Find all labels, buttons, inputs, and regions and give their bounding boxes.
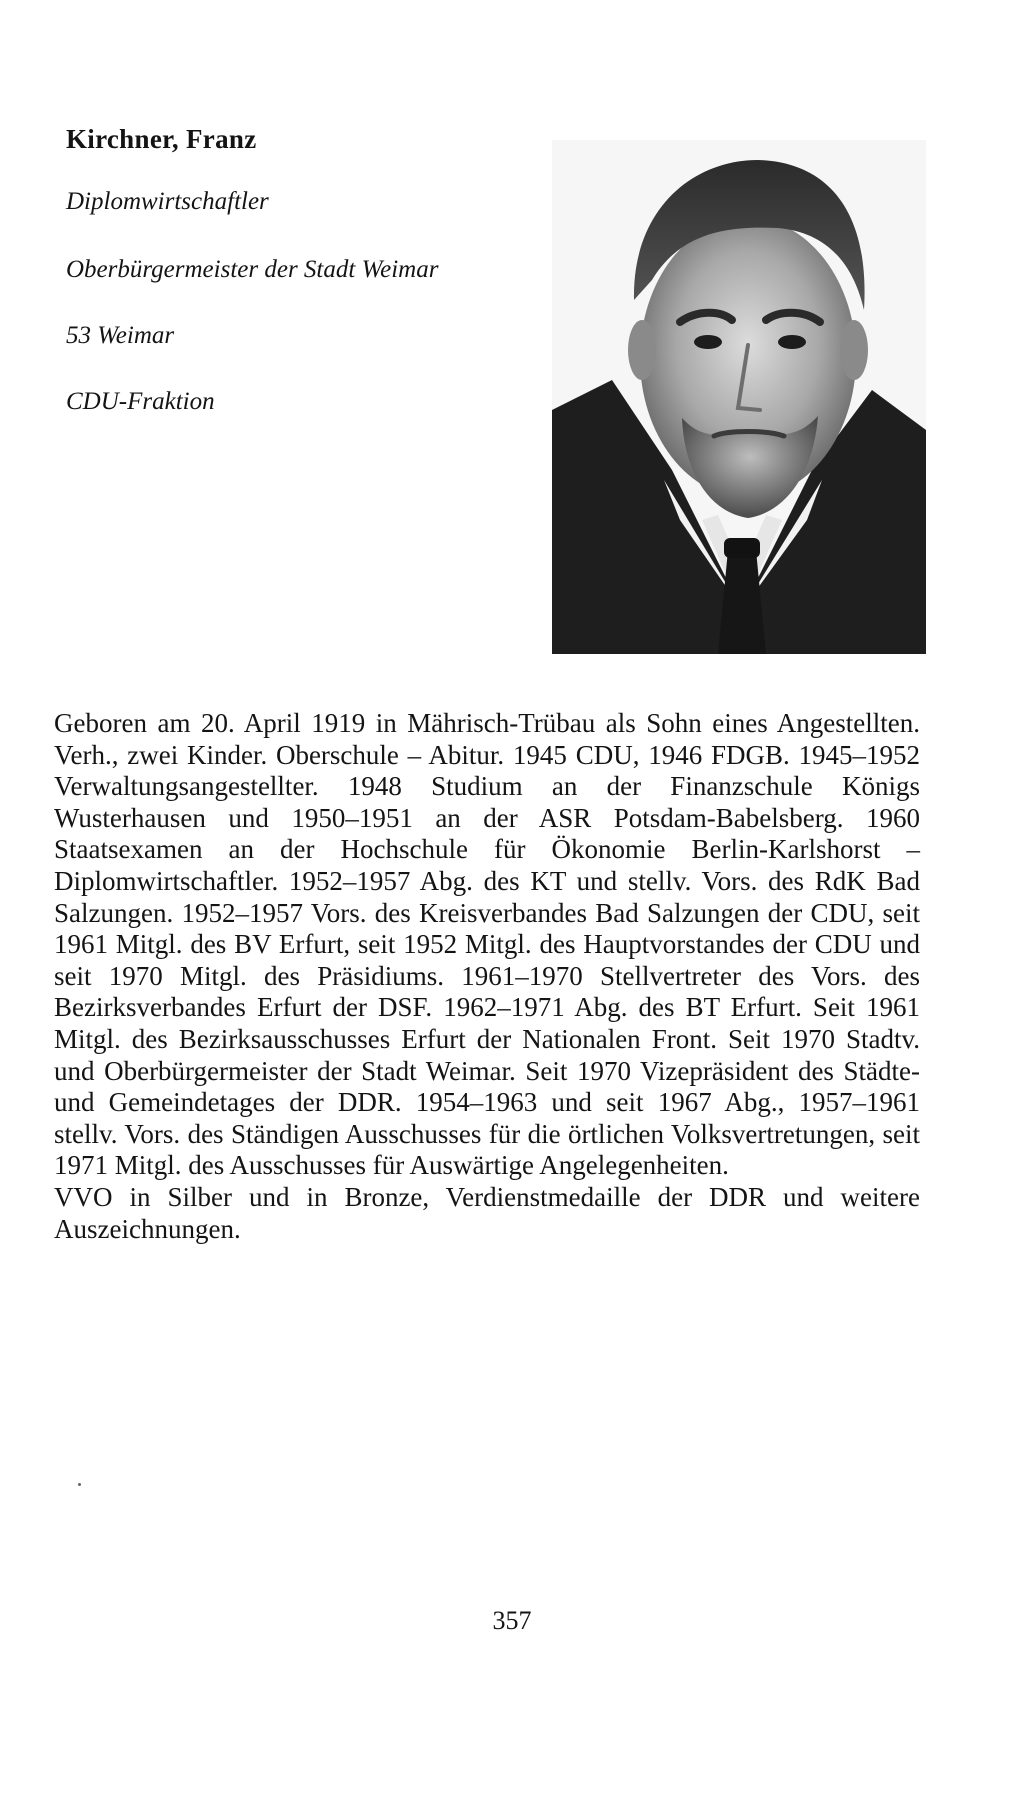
left-ear [628, 320, 656, 380]
parliamentary-faction: CDU-Fraktion [66, 388, 215, 415]
right-ear [840, 320, 868, 380]
academic-degree: Diplomwirtschaftler [66, 188, 269, 215]
right-eye [778, 335, 806, 349]
biography-text [54, 708, 920, 1245]
person-name: Kirchner, Franz [66, 124, 257, 154]
portrait-photo [552, 140, 926, 654]
awards-paragraph: VVO in Silber und in Bronze, Verdienstmedaille der DDR und weitere Auszeichnungen. [54, 1181, 920, 1244]
page-number: 357 [492, 1606, 532, 1635]
address: 53 Weimar [66, 322, 175, 349]
scan-speck [78, 1483, 81, 1486]
left-eye [694, 335, 722, 349]
job-position: Oberbürgermeister der Stadt Weimar [66, 256, 439, 283]
biography-paragraph: Geboren am 20. April 1919 in Mährisch-Trübau als Sohn eines Angestellten. Verh., zwei Kinder. Oberschule – Abitur. 1945 CDU, 1946 FDGB. 1945–1952 Verwaltungsangestellter. 1948 Studium an der Finanzschule Königs Wusterhausen und 1950–1951 an der ASR Potsdam-Babelsberg. 1960 Staatsexamen an der Hochschule für Ökonomie Berlin-Karlshorst – Diplomwirtschaftler. 1952–1957 Abg. des KT und stellv. Vors. des RdK Bad Salzungen. 1952–1957 Vors. des Kreisverbandes Bad Salzungen der CDU, seit 1961 Mitgl. des BV Erfurt, seit 1952 Mitgl. des Hauptvorstandes der CDU und seit 1970 Mitgl. des Präsidiums. 1961–1970 Stellvertreter des Vors. des Bezirksverbandes Erfurt der DSF. 1962–1971 Abg. des BT Erfurt. Seit 1961 Mitgl. des Bezirksausschusses Erfurt der Nationalen Front. Seit 1970 Stadtv. und Oberbürgermeister der Stadt Weimar. Seit 1970 Vizepräsident des Städte- und Gemeindetages der DDR. 1954–1963 und seit 1967 Abg., 1957–1961 stellv. Vors. des Ständigen Ausschusses für die örtlichen Volksvertretungen, seit 1971 Mitgl. des Ausschusses für Auswärtige Angelegenheiten. [54, 708, 920, 1181]
tie-knot [724, 538, 760, 558]
portrait-image [552, 140, 926, 654]
